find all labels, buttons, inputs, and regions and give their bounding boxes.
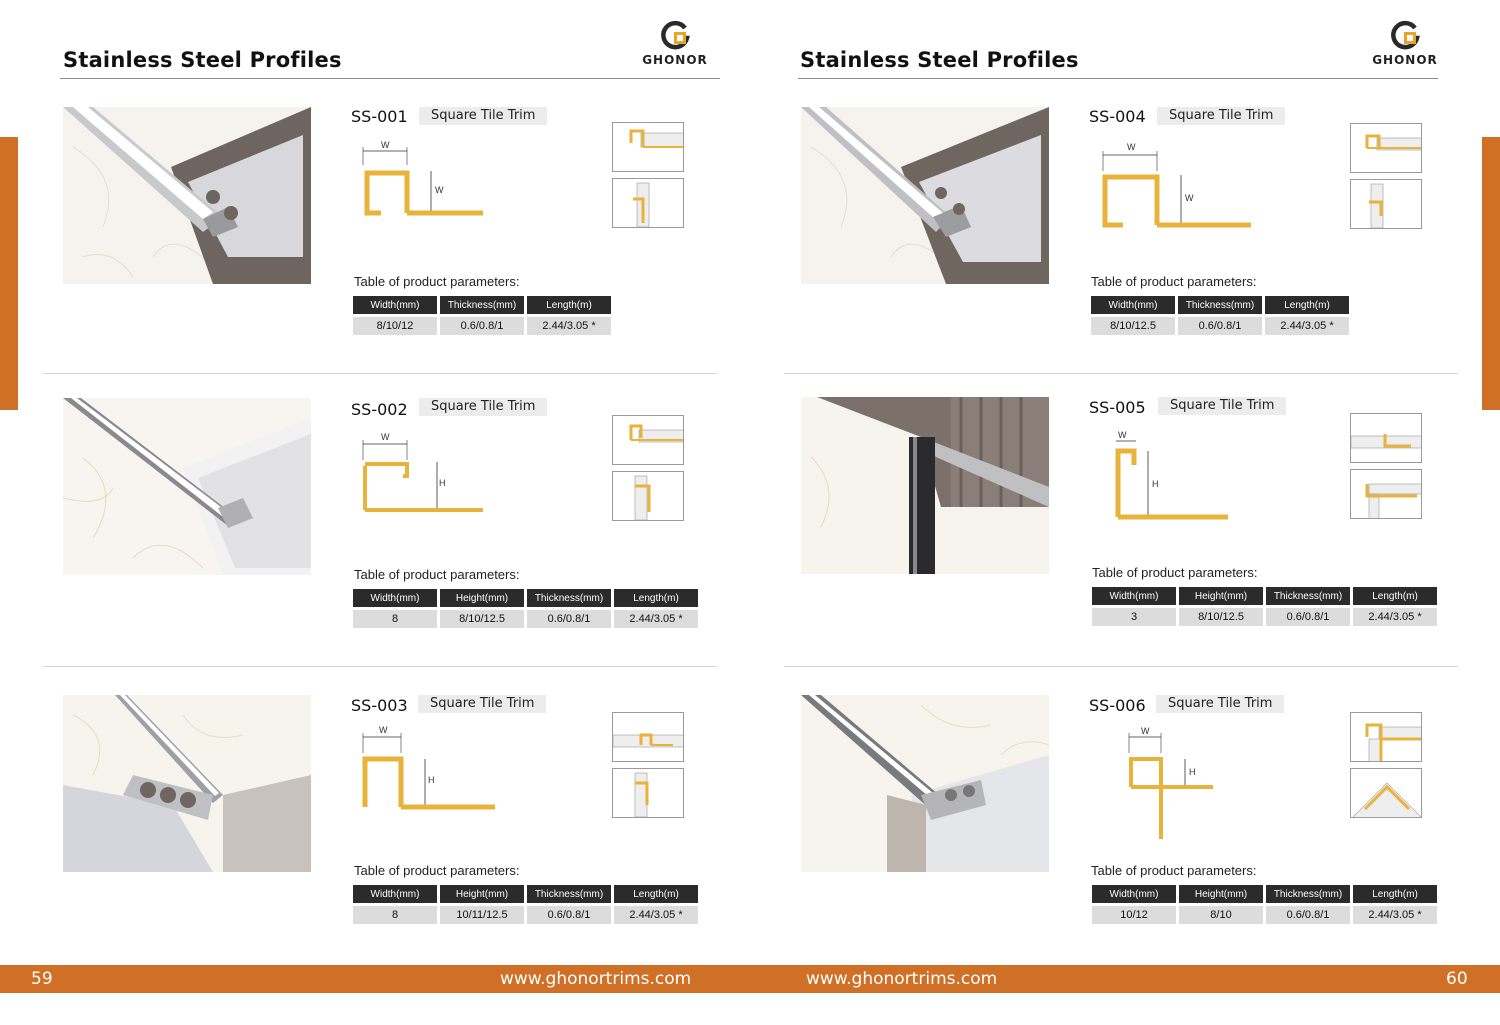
page-title: Stainless Steel Profiles <box>800 48 1079 72</box>
product-photo <box>63 695 311 872</box>
ghonor-logo-icon <box>1388 20 1422 52</box>
table-header: Width(mm) <box>1091 296 1175 314</box>
table-cell: 0.6/0.8/1 <box>1266 906 1350 924</box>
product-type-label: Square Tile Trim <box>1157 107 1285 125</box>
product-code: SS-002 <box>351 400 408 419</box>
table-header: Thickness(mm) <box>1266 885 1350 903</box>
installation-diagrams <box>1350 712 1422 824</box>
table-header: Width(mm) <box>1092 587 1176 605</box>
table-header: Width(mm) <box>353 885 437 903</box>
brand-logo <box>635 20 715 67</box>
table-header: Length(m) <box>614 589 698 607</box>
install-diagram-bottom <box>1350 768 1422 818</box>
table-row <box>1091 317 1349 335</box>
profile-drawing <box>1123 725 1223 843</box>
product-code: SS-006 <box>1089 696 1146 715</box>
table-cell: 0.6/0.8/1 <box>1178 317 1262 335</box>
product-photo <box>801 107 1049 284</box>
table-header: Thickness(mm) <box>440 296 524 314</box>
profile-drawing <box>1093 141 1253 236</box>
install-diagram-bottom <box>1350 469 1422 519</box>
section-divider <box>43 373 717 374</box>
table-cell: 2.44/3.05 * <box>614 610 698 628</box>
parameters-table <box>350 586 701 631</box>
product-ss-001 <box>0 107 750 397</box>
dim-label-1: W <box>1127 142 1136 152</box>
table-row <box>1092 906 1437 924</box>
table-header: Height(mm) <box>1179 885 1263 903</box>
product-type-label: Square Tile Trim <box>418 695 546 713</box>
product-code: SS-005 <box>1089 398 1146 417</box>
table-header: Thickness(mm) <box>1266 587 1350 605</box>
table-cell: 8/10 <box>1179 906 1263 924</box>
table-header: Height(mm) <box>1179 587 1263 605</box>
table-cell: 8 <box>353 610 437 628</box>
table-cell: 0.6/0.8/1 <box>527 906 611 924</box>
table-caption: Table of product parameters: <box>1091 863 1257 878</box>
dim-label-1: W <box>381 140 390 150</box>
table-cell: 2.44/3.05 * <box>527 317 611 335</box>
parameters-table <box>1089 882 1440 927</box>
section-divider <box>784 373 1458 374</box>
table-cell: 10/12 <box>1092 906 1176 924</box>
table-header: Length(m) <box>527 296 611 314</box>
table-header: Height(mm) <box>440 885 524 903</box>
dim-label-2: H <box>1152 479 1159 489</box>
table-cell: 3 <box>1092 608 1176 626</box>
table-caption: Table of product parameters: <box>1091 274 1257 289</box>
product-code: SS-003 <box>351 696 408 715</box>
table-row <box>353 610 698 628</box>
table-header-row <box>353 589 698 607</box>
installation-diagrams <box>612 122 684 234</box>
product-photo <box>801 695 1049 872</box>
install-diagram-top <box>1350 413 1422 463</box>
product-ss-002 <box>0 398 750 688</box>
table-caption: Table of product parameters: <box>1092 565 1258 580</box>
product-code: SS-004 <box>1089 107 1146 126</box>
product-type-label: Square Tile Trim <box>419 398 547 416</box>
install-diagram-bottom <box>1350 179 1422 229</box>
table-header: Length(m) <box>614 885 698 903</box>
table-row <box>1092 608 1437 626</box>
product-photo <box>63 398 311 575</box>
table-cell: 0.6/0.8/1 <box>527 610 611 628</box>
table-caption: Table of product parameters: <box>354 567 520 582</box>
product-ss-005 <box>750 397 1500 687</box>
page-number-left: 59 <box>31 969 53 989</box>
table-header-row <box>1092 885 1437 903</box>
table-row <box>353 906 698 924</box>
profile-drawing <box>355 723 500 815</box>
product-photo <box>63 107 311 284</box>
installation-diagrams <box>1350 123 1422 235</box>
page-number-right: 60 <box>1446 969 1468 989</box>
table-header-row <box>353 885 698 903</box>
install-diagram-bottom <box>612 768 684 818</box>
ghonor-logo-icon <box>658 20 692 52</box>
table-cell: 2.44/3.05 * <box>1353 608 1437 626</box>
install-diagram-top <box>1350 712 1422 762</box>
page-right <box>750 0 1500 1025</box>
product-ss-004 <box>750 107 1500 397</box>
header-divider <box>60 78 720 79</box>
brand-logo <box>1365 20 1445 67</box>
dim-label-1: W <box>379 725 388 735</box>
section-divider <box>784 666 1458 667</box>
table-cell: 8 <box>353 906 437 924</box>
table-caption: Table of product parameters: <box>354 274 520 289</box>
profile-drawing <box>1112 427 1232 525</box>
table-header: Width(mm) <box>1092 885 1176 903</box>
table-cell: 10/11/12.5 <box>440 906 524 924</box>
profile-drawing <box>355 428 490 518</box>
product-type-label: Square Tile Trim <box>1158 397 1286 415</box>
table-header: Length(m) <box>1353 885 1437 903</box>
footer-bar <box>0 965 1500 993</box>
install-diagram-top <box>612 712 684 762</box>
parameters-table <box>1089 584 1440 629</box>
table-cell: 8/10/12.5 <box>1091 317 1175 335</box>
product-type-label: Square Tile Trim <box>419 107 547 125</box>
dim-label-1: W <box>1118 430 1127 440</box>
dim-label-2: H <box>1189 767 1196 777</box>
parameters-table <box>1088 293 1352 338</box>
table-header-row <box>1092 587 1437 605</box>
product-type-label: Square Tile Trim <box>1156 695 1284 713</box>
dim-label-2: W <box>435 185 444 195</box>
logo-wordmark: GHONOR <box>642 53 708 67</box>
parameters-table <box>350 882 701 927</box>
dim-label-2: W <box>1185 193 1194 203</box>
logo-wordmark: GHONOR <box>1372 53 1438 67</box>
table-cell: 0.6/0.8/1 <box>440 317 524 335</box>
installation-diagrams <box>612 712 684 824</box>
website-link-left[interactable]: www.ghonortrims.com <box>500 969 692 989</box>
profile-drawing <box>355 137 490 222</box>
table-header: Thickness(mm) <box>1178 296 1262 314</box>
table-header: Height(mm) <box>440 589 524 607</box>
installation-diagrams <box>1350 413 1422 525</box>
dim-label-2: H <box>439 478 446 488</box>
table-header-row <box>1091 296 1349 314</box>
page-title: Stainless Steel Profiles <box>63 48 342 72</box>
product-photo <box>801 397 1049 574</box>
product-ss-003 <box>0 695 750 985</box>
table-header: Width(mm) <box>353 589 437 607</box>
dim-label-1: W <box>381 432 390 442</box>
table-cell: 2.44/3.05 * <box>1353 906 1437 924</box>
parameters-table <box>350 293 614 338</box>
installation-diagrams <box>612 415 684 527</box>
table-header: Width(mm) <box>353 296 437 314</box>
product-ss-006 <box>750 695 1500 985</box>
table-caption: Table of product parameters: <box>354 863 520 878</box>
table-header: Length(m) <box>1353 587 1437 605</box>
table-header: Length(m) <box>1265 296 1349 314</box>
install-diagram-top <box>1350 123 1422 173</box>
table-header: Thickness(mm) <box>527 885 611 903</box>
install-diagram-bottom <box>612 471 684 521</box>
dim-label-1: W <box>1141 726 1150 736</box>
table-cell: 8/10/12 <box>353 317 437 335</box>
table-cell: 2.44/3.05 * <box>1265 317 1349 335</box>
install-diagram-top <box>612 122 684 172</box>
website-link-right[interactable]: www.ghonortrims.com <box>806 969 998 989</box>
install-diagram-bottom <box>612 178 684 228</box>
table-cell: 8/10/12.5 <box>440 610 524 628</box>
table-row <box>353 317 611 335</box>
table-cell: 0.6/0.8/1 <box>1266 608 1350 626</box>
table-header: Thickness(mm) <box>527 589 611 607</box>
table-cell: 2.44/3.05 * <box>614 906 698 924</box>
table-cell: 8/10/12.5 <box>1179 608 1263 626</box>
table-header-row <box>353 296 611 314</box>
header-divider <box>798 78 1438 79</box>
install-diagram-top <box>612 415 684 465</box>
dim-label-2: H <box>428 775 435 785</box>
product-code: SS-001 <box>351 107 408 126</box>
section-divider <box>43 666 717 667</box>
